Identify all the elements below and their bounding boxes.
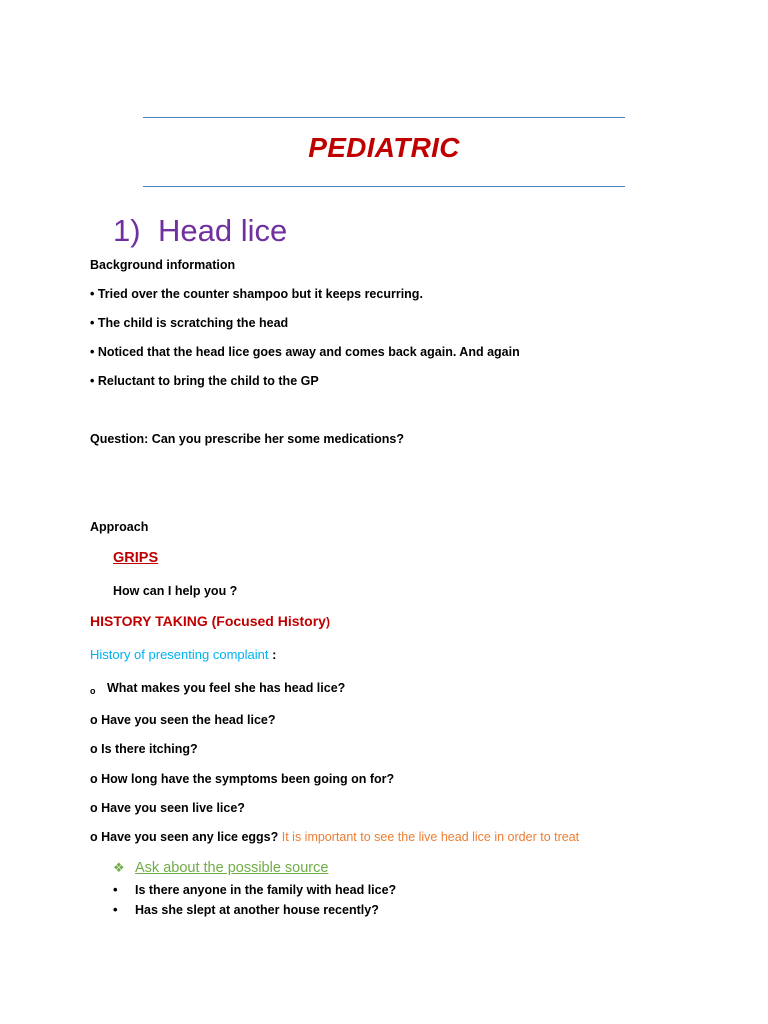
- bullet-icon: •: [113, 902, 118, 917]
- hpc-bullet-marker: o: [90, 686, 96, 696]
- source-item: [113, 882, 396, 897]
- lice-eggs-note: It is important to see the live head lice in order to treat: [281, 830, 580, 844]
- page-title: PEDIATRIC: [308, 132, 460, 163]
- hpc-question-text: What makes you feel she has head lice?: [107, 681, 346, 695]
- source-item-text: Has she slept at another house recently?: [135, 903, 379, 917]
- section-number: 1): [113, 213, 141, 248]
- section-title: Head lice: [158, 213, 288, 248]
- source-item: [113, 902, 379, 917]
- bullet-icon: •: [113, 882, 118, 897]
- hpc-question: o Have you seen the head lice?: [90, 713, 276, 727]
- hpc-colon: :: [268, 647, 277, 662]
- hpc-heading: [90, 647, 276, 662]
- hpc-question-first: [90, 680, 345, 699]
- question-text: Question: Can you prescribe her some medications?: [90, 432, 404, 446]
- grips-heading: GRIPS: [113, 550, 159, 566]
- diamond-bullet-icon: ❖: [113, 860, 125, 875]
- approach-label: Approach: [90, 520, 149, 534]
- background-item: • Noticed that the head lice goes away and comes back again. And again: [90, 345, 520, 359]
- history-taking-heading: [90, 613, 330, 629]
- title-top-rule: [143, 117, 625, 118]
- source-heading: [113, 860, 328, 876]
- source-heading-text: Ask about the possible source: [135, 860, 329, 876]
- lice-eggs-question: o Have you seen any lice eggs?: [90, 830, 282, 844]
- hpc-label: History of presenting complaint: [90, 647, 269, 662]
- hpc-question: o How long have the symptoms been going on for?: [90, 772, 395, 786]
- source-item-text: Is there anyone in the family with head lice?: [135, 883, 397, 897]
- background-item: • Reluctant to bring the child to the GP: [90, 374, 319, 388]
- grips-prompt: How can I help you ?: [113, 584, 238, 598]
- section-heading: [113, 213, 287, 249]
- background-item: • The child is scratching the head: [90, 316, 289, 330]
- background-item: • Tried over the counter shampoo but it keeps recurring.: [90, 287, 423, 301]
- hpc-question: o Have you seen live lice?: [90, 801, 245, 815]
- lice-eggs-line: [90, 829, 579, 845]
- history-taking-close: ): [325, 615, 330, 629]
- hpc-question: o Is there itching?: [90, 742, 198, 756]
- history-taking-label: HISTORY TAKING (Focused History: [90, 613, 326, 629]
- background-label: Background information: [90, 258, 236, 272]
- title-bottom-rule: [143, 186, 625, 187]
